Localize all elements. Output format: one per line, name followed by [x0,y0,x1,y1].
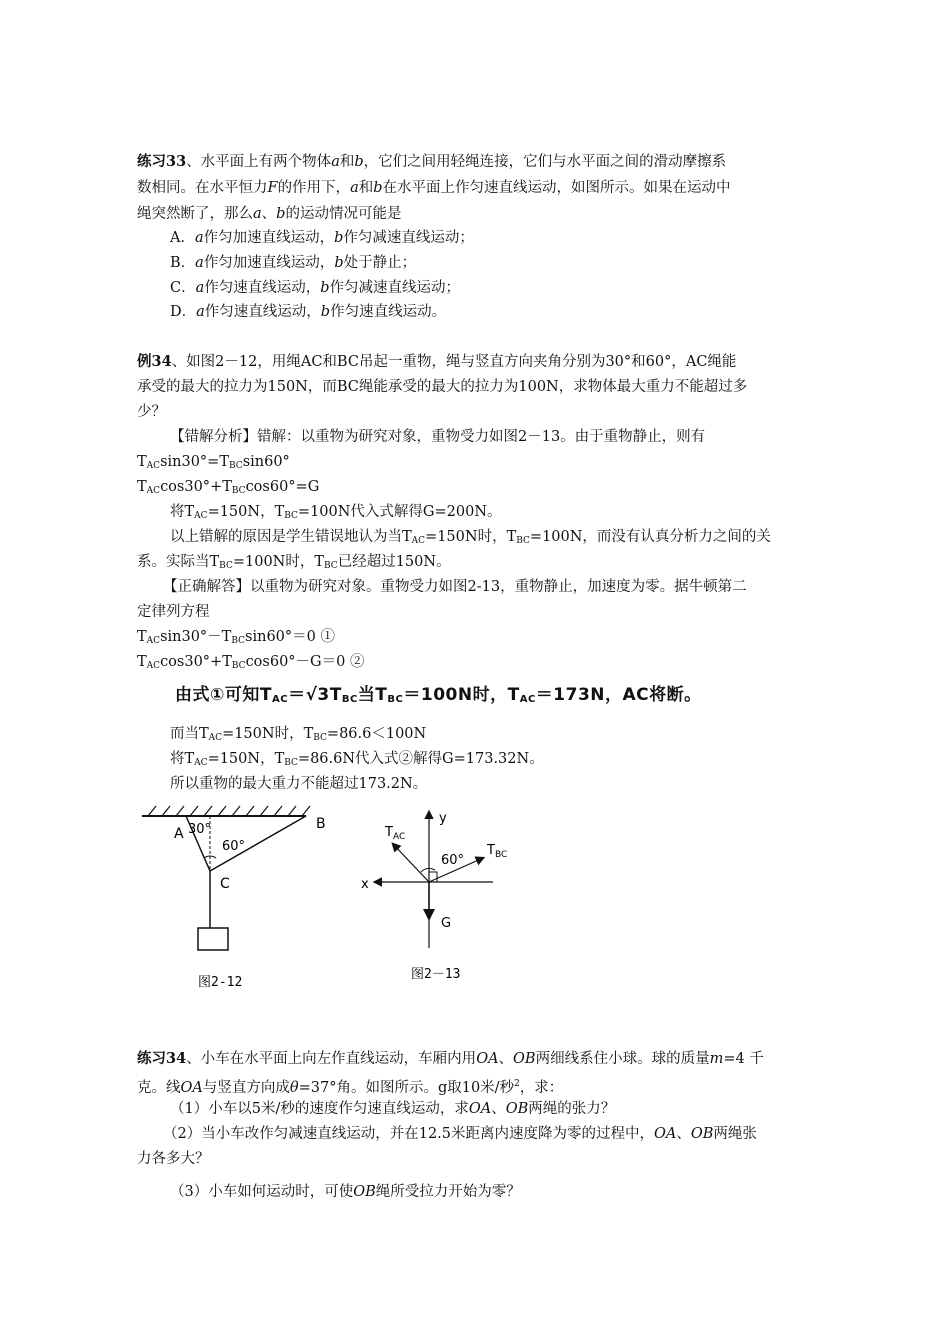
ex33-option-b: B．a作匀加速直线运动，b处于静止； [170,255,417,271]
label-c: C [220,876,230,892]
right-eq-1: $T_{AC}\sin 30^\circ-T_{BC}\sin 60^\circ=0$ ① [137,629,335,646]
ex33-option-c: C．a作匀速直线运动，b作匀减速直线运动； [170,280,461,296]
label-x: x [361,877,369,892]
ex33-line-1: 练习33、水平面上有两个物体a和b，它们之间用轻绳连接，它们与水平面之间的滑动摩擦系 [137,153,727,170]
ex33-line-3: 绳突然断了，那么a、b的运动情况可能是 [137,206,402,222]
ex34b-question-2-cont: 力各多大？ [137,1151,210,1167]
wrong-reason-1: 以上错解的原因是学生错误地认为当$T_{AC}=150N$时，$T_{BC}=100N$，而没有认真分析力之间的关 [170,529,771,546]
right-eq-2: $T_{AC}\cos 30^\circ+T_{BC}\cos 60^\circ-G=0$ ② [137,654,365,671]
wrong-eq-2: $T_{AC}\cos 30^\circ+T_{BC}\cos 60^\circ=G$ [137,479,320,496]
wrong-analysis: 【错解分析】错解：以重物为研究对象，重物受力如图2－13。由于重物静止，则有 [170,429,706,445]
ex34b-question-1: （1）小车以5米/秒的速度作匀速直线运动，求OA、OB两绳的张力？ [170,1101,616,1117]
wrong-eq-1: $T_{AC}\sin 30^\circ=T_{BC}\sin 60^\circ$ [137,454,290,471]
result-line-2: 将$T_{AC}=150N$，$T_{BC}=86.6N$代入式②解得G=173.32N。 [170,751,544,768]
label-y: y [439,811,447,826]
ex34-heading: 例34 [137,353,172,370]
ex34-line-2: 承受的最大的拉力为150N，而BC绳能承受的最大的拉力为100N，求物体最大重力不能超过多 [137,379,748,395]
label-a: A [174,826,184,842]
ex34b-question-2: （2）当小车改作匀减速直线运动，并在12.5米距离内速度降为零的过程中，OA、OB两绳张 [163,1126,757,1142]
wrong-substitution: 将$T_{AC}=150N$，$T_{BC}=100N$代入式解得G=200N。 [170,504,502,521]
ex33-option-a: A．a作匀加速直线运动，b作匀减速直线运动； [170,230,474,246]
ex34b-line-1: 练习34、小车在水平面上向左作直线运动，车厢内用OA、OB两细线系住小球。球的质量m=4 千 [137,1050,764,1067]
figure-2-12 [130,800,340,1000]
angle-30-label: 30° [188,822,212,837]
wrong-reason-2: 系。实际当$T_{BC}=100N$时，$T_{BC}$已经超过150N。 [137,554,451,571]
ex34b-question-3: （3）小车如何运动时，可使OB绳所受拉力开始为零？ [170,1184,521,1200]
result-line-1: 而当$T_{AC}=150N$时，$T_{BC}=86.6<100N$ [170,726,427,743]
label-b: B [316,816,326,832]
ex34b-heading: 练习34 [137,1050,187,1067]
ex33-line-2: 数相同。在水平恒力F的作用下，a和b在水平面上作匀速直线运动，如图所示。如果在运动中 [137,180,731,196]
angle-60-label-2: 60° [441,853,465,868]
figure-2-13 [355,800,535,990]
label-tbc: $T_{BC}$ [487,843,508,860]
ex33-heading: 练习33 [137,153,187,170]
label-tac: $T_{AC}$ [385,825,406,842]
angle-arc-2 [421,868,435,872]
right-answer-1: 【正确解答】以重物为研究对象。重物受力如图2-13，重物静止，加速度为零。据牛顿第二 [163,579,747,595]
weight-box [198,928,228,950]
ex33-option-d: D．a作匀速直线运动，b作匀速直线运动。 [170,304,447,320]
tac-vector [393,844,429,882]
angle-60-label: 60° [222,839,246,854]
right-answer-2: 定律列方程 [137,604,210,620]
result-line-3: 所以重物的最大重力不能超过173.2N。 [170,776,428,792]
ceiling-hatch [148,806,310,816]
label-g: G [441,916,452,931]
caption-2-13: 图2－13 [411,967,461,982]
ex34-line-1: 例34、如图2－12，用绳AC和BC吊起一重物，绳与竖直方向夹角分别为30°和60°，AC绳能 [137,353,737,370]
caption-2-12: 图2-12 [198,975,243,990]
ex34b-line-2: 克。线OA与竖直方向成θ=37°角。如图所示。g取10米/秒$^2$，求： [137,1079,564,1096]
derivation-equation: 由式①可知$T_{AC}=√3T_{BC}$当$T_{BC}=100N$时，$T_{AC}=173N$，AC将断。 [175,685,702,705]
ex34-line-3: 少？ [137,404,166,420]
